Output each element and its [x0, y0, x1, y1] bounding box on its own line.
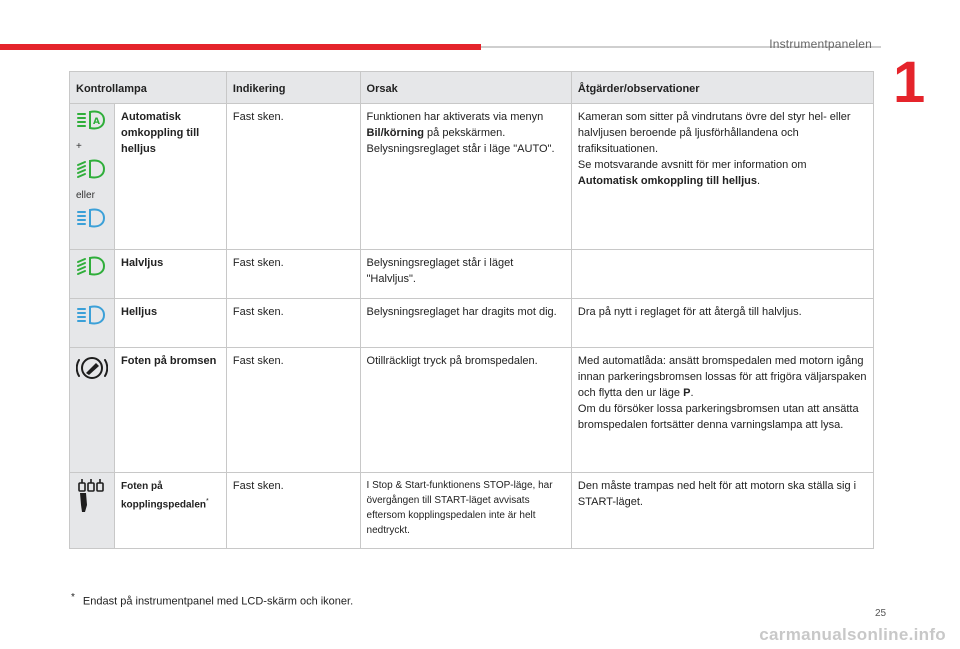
foot-on-clutch-icon: [76, 478, 108, 519]
footnote: [71, 592, 353, 608]
lamp-icon-cell: [70, 348, 115, 473]
high-beam-icon: [76, 207, 108, 234]
footnote-text: Endast på instrumentpanel med LCD-skärm och ikoner.: [82, 595, 354, 608]
cause-text: Otillräckligt tryck på bromspedalen.: [360, 348, 571, 473]
lamp-icon-cell: [70, 104, 115, 250]
table-row: [70, 348, 874, 473]
low-beam-icon: [76, 255, 108, 282]
gear-position: P: [683, 387, 691, 399]
cause-text-part: på pekskärmen.: [423, 127, 506, 139]
footnote-marker: *: [71, 592, 75, 603]
high-beam-icon: [76, 304, 108, 331]
lamp-name: Halvljus: [115, 250, 227, 299]
action-text: [571, 250, 873, 299]
table-row: [70, 299, 874, 348]
column-header-actions: Åtgärder/observationer: [571, 72, 873, 104]
action-text-part: .: [690, 387, 694, 399]
lamp-name: Automatisk omkoppling till helljus: [115, 104, 227, 250]
page-number: 25: [875, 608, 887, 619]
foot-on-brake-icon: [76, 353, 108, 388]
warning-lamp-table: [69, 71, 874, 549]
action-text-part: .: [757, 175, 761, 187]
menu-name: Bil/körning: [366, 127, 424, 139]
cause-text-part: Funktionen har aktiverats via menyn: [366, 111, 544, 123]
indication-text: Fast sken.: [226, 348, 360, 473]
chapter-number: 1: [893, 50, 926, 115]
cause-text: Belysningsreglaget står i läget "Halvljus".: [360, 250, 571, 299]
lamp-name: Foten på kopplingspedalen: [121, 481, 207, 511]
action-text: [571, 104, 873, 250]
header-red-bar: [0, 44, 481, 50]
cause-text-part: Belysningsreglaget står i läge "AUTO".: [366, 143, 555, 155]
indication-text: Fast sken.: [226, 299, 360, 348]
action-text-part: Med automatlåda: ansätt bromspedalen med motorn igång innan parkeringsbromsen lossas för att frigöra väljarspaken och flytta den ur läge: [577, 355, 867, 399]
column-header-lamp: Kontrollampa: [70, 72, 227, 104]
lamp-icon-cell: [70, 250, 115, 299]
svg-text:A: A: [93, 117, 100, 127]
section-reference: Automatisk omkoppling till helljus: [577, 175, 757, 187]
or-label: eller: [76, 190, 95, 201]
table-row: [70, 250, 874, 299]
auto-high-beam-icon: [76, 109, 108, 136]
footnote-marker: *: [206, 498, 209, 505]
indication-text: Fast sken.: [226, 104, 360, 250]
section-title: Instrumentpanelen: [769, 37, 872, 51]
lamp-icon-cell: [70, 299, 115, 348]
table-row: [70, 473, 874, 549]
action-text: Dra på nytt i reglaget för att återgå till halvljus.: [571, 299, 873, 348]
action-text-part: Om du försöker lossa parkeringsbromsen utan att ansätta bromspedalen fortsätter denna varningslampa att lysa.: [577, 403, 859, 431]
action-text-part: Kameran som sitter på vindrutans övre del styr hel- eller halvljusen beroende på ljusförhållandena och trafiksituationen.: [577, 111, 851, 155]
cause-text: Belysningsreglaget har dragits mot dig.: [360, 299, 571, 348]
column-header-cause: Orsak: [360, 72, 571, 104]
column-header-indication: Indikering: [226, 72, 360, 104]
cause-text: [360, 104, 571, 250]
table-header-row: [70, 72, 874, 104]
lamp-icon-cell: [70, 473, 115, 549]
action-text-part: Se motsvarande avsnitt för mer information om: [577, 159, 807, 171]
indication-text: Fast sken.: [226, 250, 360, 299]
indication-text: Fast sken.: [226, 473, 360, 549]
lamp-name: Foten på bromsen: [115, 348, 227, 473]
lamp-name-cell: [115, 473, 227, 549]
action-text: Den måste trampas ned helt för att motorn ska ställa sig i START-läget.: [571, 473, 873, 549]
plus-sign: +: [76, 141, 82, 152]
low-beam-icon: [76, 158, 108, 185]
table-row: [70, 104, 874, 250]
cause-text: I Stop & Start-funktionens STOP-läge, har övergången till START-läget avvisats eftersom kopplingspedalen inte är helt nedtryckt.: [360, 473, 571, 549]
watermark: carmanualsonline.info: [759, 625, 946, 644]
lamp-name: Helljus: [115, 299, 227, 348]
action-text: [571, 348, 873, 473]
